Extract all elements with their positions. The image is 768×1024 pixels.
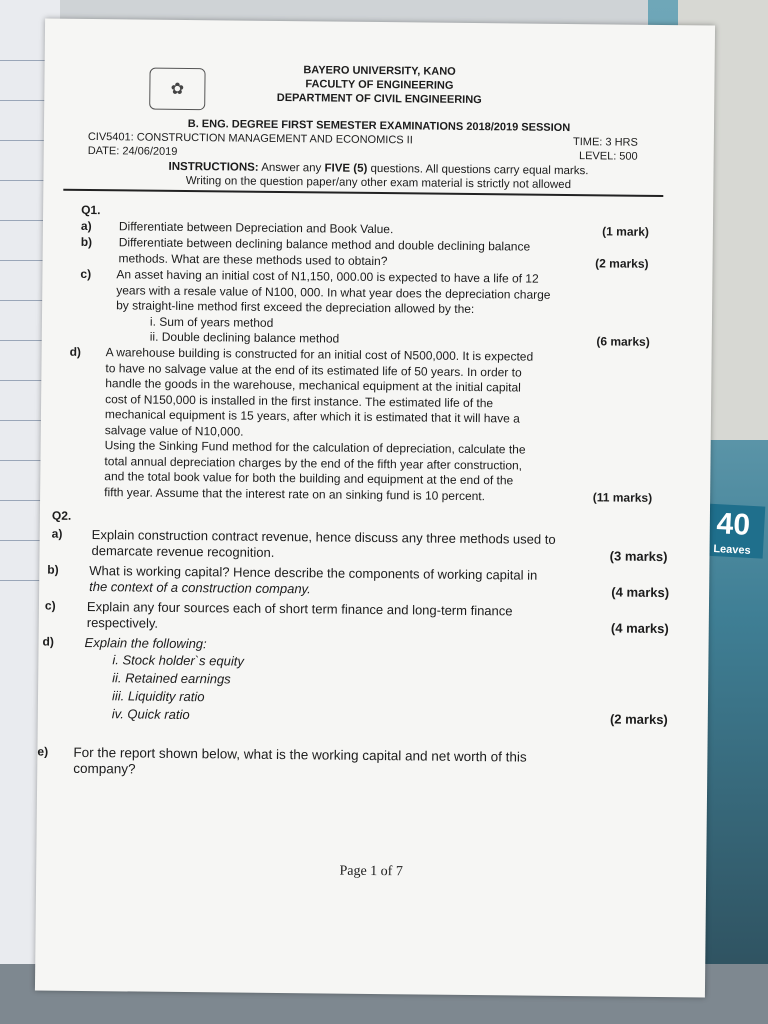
q2-a	[91, 527, 667, 564]
university-name: BAYERO UNIVERSITY, KANO	[303, 64, 456, 78]
q2-a-marks: (3 marks)	[609, 547, 668, 564]
q1-d-line: Using the Sinking Fund method for the calculation of depreciation, calculate the	[104, 438, 526, 457]
q1-d-line: cost of N150,000 is installed in the first instance. The estimated life of the	[105, 391, 494, 410]
question-1	[69, 202, 661, 505]
q1-d-line: A warehouse building is constructed for an initial cost of N500,000. It is expected	[105, 345, 534, 364]
instructions-label: INSTRUCTIONS:	[168, 160, 259, 174]
instructions-count: FIVE (5)	[324, 162, 368, 175]
q2-a-text1: Explain construction contract revenue, hence discuss any three methods used to	[91, 527, 556, 547]
badge-number: 40	[715, 507, 751, 542]
q1-d-line: handle the goods in the warehouse, mechanical equipment at the initial capital	[105, 376, 521, 395]
exam-title: B. ENG. DEGREE FIRST SEMESTER EXAMINATIONS 2018/2019 SESSION	[187, 118, 571, 135]
instructions-text-end: questions. All questions carry equal marks.	[367, 162, 589, 178]
q2-c-text2: respectively.	[86, 614, 159, 631]
q2-e-label: e)	[37, 744, 49, 759]
q1-b-label: b)	[80, 234, 93, 250]
q2-c-label: c)	[44, 598, 56, 613]
q2-a-text2: demarcate revenue recognition.	[91, 542, 275, 560]
q1-c-text3: by straight-line method first exceed the depreciation allowed by the:	[116, 298, 475, 317]
q2-c-marks: (4 marks)	[610, 619, 669, 636]
q1-d-line: total annual depreciation charges by the end of the fifth year after construction,	[104, 453, 523, 473]
paper-header	[44, 61, 714, 110]
q2-d	[84, 635, 669, 729]
q2-c	[87, 599, 669, 636]
q1-c-option-i: i. Sum of years method	[149, 314, 274, 330]
exam-paper	[35, 19, 715, 998]
q1-c	[116, 267, 651, 350]
q1-c-text2: years with a resale value of N100, 000. In what year does the depreciation charge	[116, 282, 551, 302]
exam-time: TIME: 3 HRS	[572, 136, 638, 149]
q2-b-marks: (4 marks)	[611, 583, 670, 600]
q1-d-line: mechanical equipment is 15 years, after which it is estimated that it will have a	[104, 407, 520, 426]
question-2	[37, 508, 672, 777]
instructions	[63, 159, 693, 194]
university-logo-icon: ✿	[149, 68, 205, 111]
q1-b	[119, 235, 649, 272]
q2-e-text1: For the report shown below, what is the working capital and net worth of this	[73, 744, 527, 765]
course-name: CIV5401: CONSTRUCTION MANAGEMENT AND ECONOMICS II	[87, 130, 413, 147]
q1-a-marks: (1 mark)	[602, 224, 649, 239]
q2-d-item: iv. Quick ratio	[111, 705, 190, 722]
q1-a-text: Differentiate between Depreciation and Book Value.	[118, 219, 394, 237]
q1-b-text2: methods. What are these methods used to obtain?	[118, 250, 388, 268]
q2-b-text1: What is working capital? Hence describe the components of working capital in	[89, 563, 538, 583]
badge-sub: Leaves	[713, 543, 751, 557]
q1-c-option-ii: ii. Double declining balance method	[149, 329, 340, 346]
q1-d	[104, 345, 654, 506]
notebook-badge	[701, 503, 766, 558]
department-name: DEPARTMENT OF CIVIL ENGINEERING	[276, 91, 482, 107]
instructions-text: Answer any	[261, 161, 325, 175]
q1-d-marks: (11 marks)	[592, 489, 653, 505]
q2-b	[89, 563, 669, 600]
q1-d-line: to have no salvage value at the end of its estimated life of 50 years. In order to	[105, 360, 522, 380]
page-number: Page 1 of 7	[339, 863, 403, 880]
q2-a-label: a)	[51, 526, 63, 541]
q1-d-line: salvage value of N10,000.	[104, 422, 244, 439]
q1-c-text1: An asset having an initial cost of N1,150, 000.00 is expected to have a life of 12	[116, 267, 539, 286]
q1-c-label: c)	[80, 266, 92, 282]
q1-b-marks: (2 marks)	[595, 255, 649, 271]
q1-b-text1: Differentiate between declining balance method and double declining balance	[118, 235, 531, 254]
q2-e	[73, 745, 669, 782]
exam-date: DATE: 24/06/2019	[87, 144, 178, 158]
q1-heading: Q1.	[81, 202, 101, 218]
faculty-name: FACULTY OF ENGINEERING	[305, 78, 454, 92]
q2-b-text2: the context of a construction company.	[89, 578, 311, 596]
q2-heading: Q2.	[51, 508, 72, 523]
q1-d-line: and the total book value for both the building and equipment at the end of the	[104, 469, 514, 488]
instructions-line2: Writing on the question paper/any other exam material is strictly not allowed	[185, 175, 572, 192]
exam-level: LEVEL: 500	[578, 150, 638, 163]
q2-d-item: ii. Retained earnings	[112, 669, 231, 686]
q1-a-label: a)	[80, 218, 92, 234]
q1-d-label: d)	[69, 344, 82, 359]
q2-d-label: d)	[42, 634, 54, 649]
q2-c-text1: Explain any four sources each of short term finance and long-term finance	[86, 598, 513, 619]
q2-b-label: b)	[47, 562, 59, 577]
q2-d-item: iii. Liquidity ratio	[111, 687, 205, 704]
q2-e-text2: company?	[73, 760, 136, 777]
q2-d-text: Explain the following:	[84, 634, 207, 652]
q2-d-marks: (2 marks)	[609, 710, 668, 727]
q1-c-marks: (6 marks)	[596, 334, 650, 349]
q1-d-line: fifth year. Assume that the interest rate on an sinking fund is 10 percent.	[104, 484, 486, 503]
q2-d-item: i. Stock holder`s equity	[112, 651, 244, 669]
